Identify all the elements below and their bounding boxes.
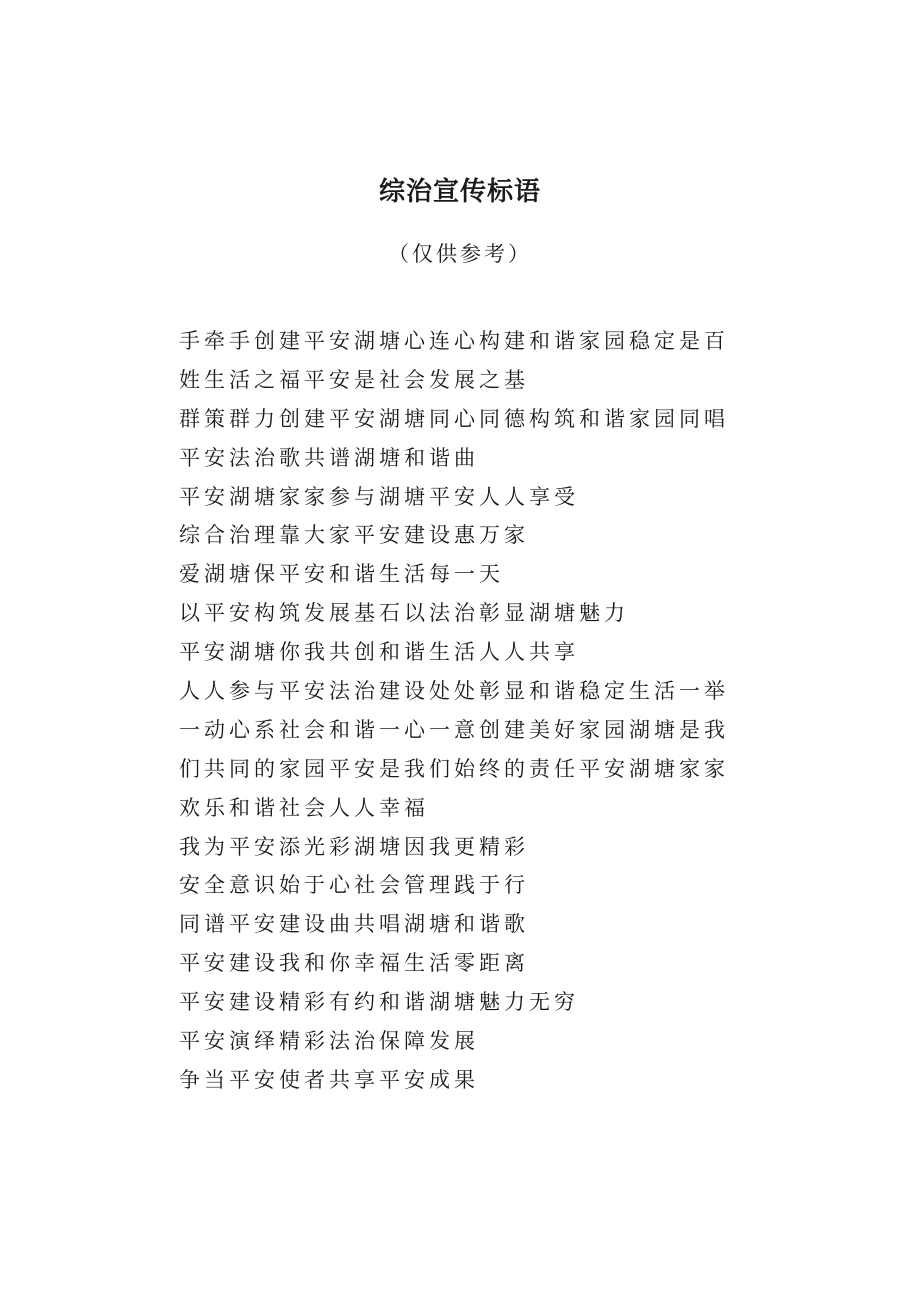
slogan-line: 们共同的家园平安是我们始终的责任平安湖塘家家 xyxy=(179,756,729,781)
slogan-line: 群策群力创建平安湖塘同心同德构筑和谐家园同唱 xyxy=(179,406,729,431)
slogan-line: 综合治理靠大家平安建设惠万家 xyxy=(179,523,529,548)
slogan-line: 争当平安使者共享平安成果 xyxy=(179,1067,479,1092)
slogan-line: 平安演绎精彩法治保障发展 xyxy=(179,1029,479,1054)
slogan-line: 安全意识始于心社会管理践于行 xyxy=(179,873,529,898)
slogan-line: 平安建设我和你幸福生活零距离 xyxy=(179,951,529,976)
slogan-line: 平安法治歌共谱湖塘和谐曲 xyxy=(179,445,479,470)
slogan-line: 同谱平安建设曲共唱湖塘和谐歌 xyxy=(179,912,529,937)
slogan-line: 我为平安添光彩湖塘因我更精彩 xyxy=(179,834,529,859)
slogan-line: 人人参与平安法治建设处处彰显和谐稳定生活一举 xyxy=(179,679,729,704)
document-subtitle: （仅供参考） xyxy=(388,242,532,266)
slogan-line: 平安湖塘你我共创和谐生活人人共享 xyxy=(179,640,579,665)
slogan-line: 平安湖塘家家参与湖塘平安人人享受 xyxy=(179,484,579,509)
slogan-list xyxy=(179,322,729,1100)
slogan-line: 平安建设精彩有约和谐湖塘魅力无穷 xyxy=(179,990,579,1015)
document-title: 综治宣传标语 xyxy=(378,177,541,207)
slogan-line: 以平安构筑发展基石以法治彰显湖塘魅力 xyxy=(179,601,629,626)
slogan-line: 爱湖塘保平安和谐生活每一天 xyxy=(179,562,504,587)
slogan-line: 姓生活之福平安是社会发展之基 xyxy=(179,367,529,392)
slogan-line: 一动心系社会和谐一心一意创建美好家园湖塘是我 xyxy=(179,717,729,742)
slogan-line: 手牵手创建平安湖塘心连心构建和谐家园稳定是百 xyxy=(179,329,729,353)
slogan-line: 欢乐和谐社会人人幸福 xyxy=(179,795,429,820)
